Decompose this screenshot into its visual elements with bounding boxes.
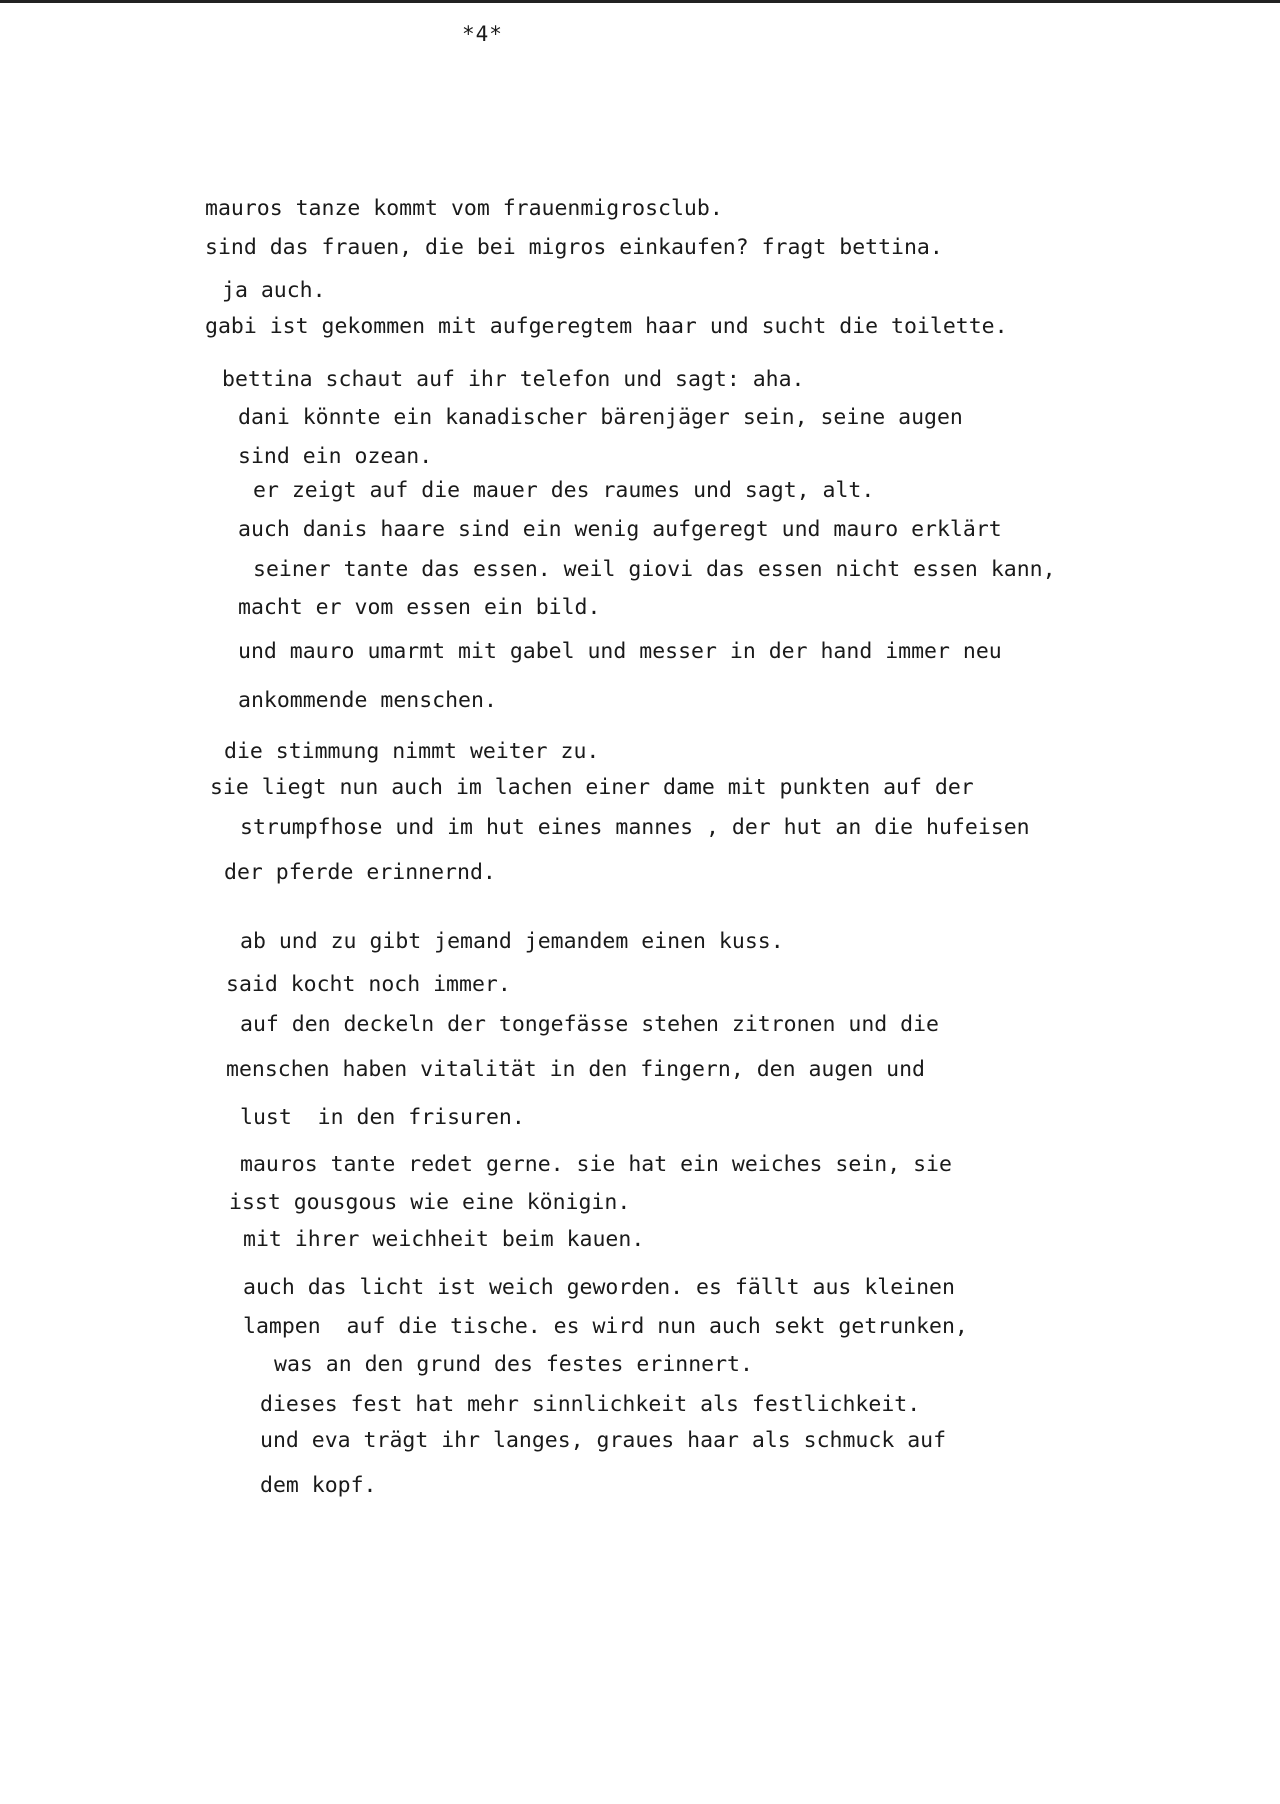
text-line: sie liegt nun auch im lachen einer dame mit punkten auf der <box>210 775 974 800</box>
text-line: der pferde erinnernd. <box>224 860 496 885</box>
text-line: strumpfhose und im hut eines mannes , der hut an die hufeisen <box>240 815 1030 840</box>
text-line: auf den deckeln der tongefässe stehen zitronen und die <box>240 1012 939 1037</box>
text-line: dieses fest hat mehr sinnlichkeit als festlichkeit. <box>260 1392 921 1417</box>
text-line: er zeigt auf die mauer des raumes und sagt, alt. <box>253 478 875 503</box>
text-line: bettina schaut auf ihr telefon und sagt: aha. <box>222 367 805 392</box>
text-line: auch das licht ist weich geworden. es fällt aus kleinen <box>243 1275 955 1300</box>
page-number: *4* <box>462 22 503 46</box>
text-line: macht er vom essen ein bild. <box>238 595 601 620</box>
text-line: die stimmung nimmt weiter zu. <box>224 739 600 764</box>
text-line: mauros tante redet gerne. sie hat ein weiches sein, sie <box>240 1152 952 1177</box>
text-line: dani könnte ein kanadischer bärenjäger sein, seine augen <box>238 405 963 430</box>
text-line: seiner tante das essen. weil giovi das essen nicht essen kann, <box>253 557 1056 582</box>
text-line: mauros tanze kommt vom frauenmigrosclub. <box>205 196 723 221</box>
text-line: und mauro umarmt mit gabel und messer in der hand immer neu <box>238 639 1002 664</box>
text-line: sind ein ozean. <box>238 444 433 469</box>
text-line: ja auch. <box>222 278 326 303</box>
text-line: lampen auf die tische. es wird nun auch sekt getrunken, <box>243 1314 968 1339</box>
text-line: gabi ist gekommen mit aufgeregtem haar und sucht die toilette. <box>205 314 1008 339</box>
text-line: was an den grund des festes erinnert. <box>274 1352 753 1377</box>
text-line: dem kopf. <box>260 1473 377 1498</box>
text-line: auch danis haare sind ein wenig aufgeregt und mauro erklärt <box>238 517 1002 542</box>
text-line: mit ihrer weichheit beim kauen. <box>243 1227 645 1252</box>
text-line: said kocht noch immer. <box>226 972 511 997</box>
text-line: und eva trägt ihr langes, graues haar als schmuck auf <box>260 1428 947 1453</box>
text-line: isst gousgous wie eine königin. <box>229 1190 631 1215</box>
text-line: lust in den frisuren. <box>240 1105 525 1130</box>
text-line: sind das frauen, die bei migros einkaufen? fragt bettina. <box>205 235 943 260</box>
text-line: menschen haben vitalität in den fingern, den augen und <box>226 1057 925 1082</box>
text-line: ankommende menschen. <box>238 688 497 713</box>
text-line: ab und zu gibt jemand jemandem einen kuss. <box>240 929 784 954</box>
top-rule <box>0 0 1280 3</box>
